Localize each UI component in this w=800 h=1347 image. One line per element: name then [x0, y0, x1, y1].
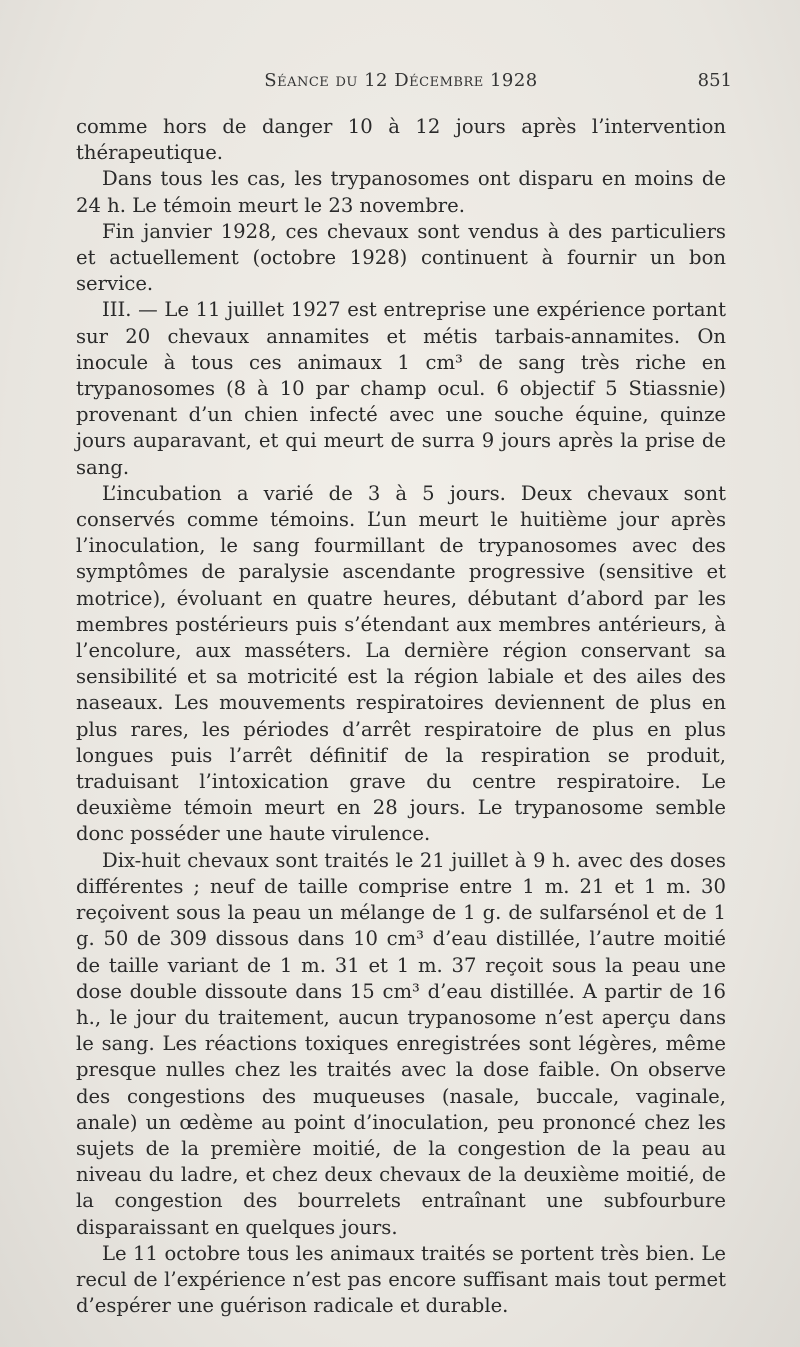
header-title: Séance du 12 Décembre 1928 — [264, 70, 538, 91]
paragraph: Fin janvier 1928, ces chevaux sont vendus à des particuliers et actuellement (octobre 1928) continuent à fournir un bon service. — [76, 219, 726, 296]
page-number: 851 — [697, 70, 732, 91]
paragraph: Dix-huit chevaux sont traités le 21 juillet à 9 h. avec des doses différentes ; neuf de taille comprise entre 1 m. 21 et 1 m. 30 reçoivent sous la peau un mélange de 1 g. de sulfarsénol et de 1 g. 50 de 309 dissous dans 10 cm³ d’eau distillée, l’autre moitié de taille variant de 1 m. 31 et 1 m. 37 reçoit sous la peau une dose double dissoute dans 15 cm³ d’eau distillée. A partir de 16 h., le jour du traitement, aucun trypanosome n’est aperçu dans le sang. Les réactions toxiques enregistrées sont légères, même presque nulles chez les traités avec la dose faible. On observe des congestions des muqueuses (nasale, buccale, vaginale, anale) un œdème au point d’inoculation, peu prononcé chez les sujets de la première moitié, de la congestion de la peau au niveau du ladre, et chez deux chevaux de la deuxième moitié, de la congestion des bourrelets entraînant une subfourbure disparaissant en quelques jours. — [76, 848, 726, 1239]
paragraph: L’incubation a varié de 3 à 5 jours. Deux chevaux sont conservés comme témoins. L’un meurt le huitième jour après l’inoculation, le sang fourmillant de trypanosomes avec des symptômes de paralysie ascendante progressive (sensitive et motrice), évoluant en quatre heures, débutant d’abord par les membres postérieurs puis s’étendant aux membres antérieurs, à l’encolure, aux masséters. La dernière région conservant sa sensibilité et sa motricité est la région labiale et des ailes des naseaux. Les mouvements respiratoires deviennent de plus en plus rares, les périodes d’arrêt respiratoire de plus en plus longues puis l’arrêt définitif de la respiration se produit, traduisant l’intoxication grave du centre respiratoire. Le deuxième témoin meurt en 28 jours. Le trypanosome semble donc posséder une haute virulence. — [76, 481, 726, 846]
paragraph: Le 11 octobre tous les animaux traités se portent très bien. Le recul de l’expérience n’est pas encore suffisant mais tout permet d’espérer une guérison radicale et durable. — [76, 1241, 726, 1318]
paragraph: comme hors de danger 10 à 12 jours après l’intervention thérapeutique. — [76, 115, 726, 165]
running-header — [76, 70, 732, 100]
paragraph: Dans tous les cas, les trypanosomes ont disparu en moins de 24 h. Le témoin meurt le 23 novembre. — [76, 167, 726, 217]
body-text — [76, 114, 726, 1319]
paragraph: III. — Le 11 juillet 1927 est entreprise une expérience portant sur 20 chevaux annamites et métis tarbais-annamites. On inocule à tous ces animaux 1 cm³ de sang très riche en trypanosomes (8 à 10 par champ ocul. 6 objectif 5 Stiassnie) provenant d’un chien infecté avec une souche équine, quinze jours auparavant, et qui meurt de surra 9 jours après la prise de sang. — [76, 298, 726, 479]
